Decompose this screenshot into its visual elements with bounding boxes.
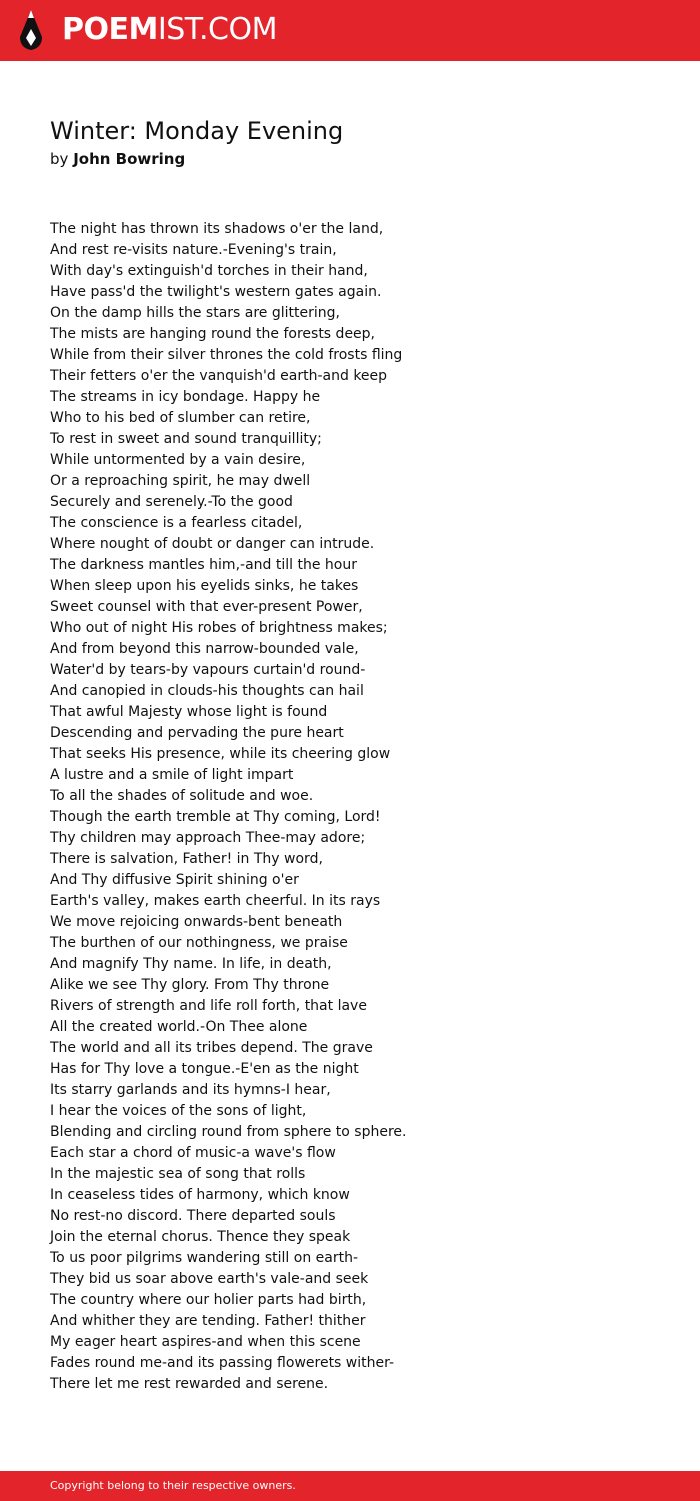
poem-line: I hear the voices of the sons of light, bbox=[50, 1103, 307, 1119]
brand-light: IST.COM bbox=[157, 12, 277, 47]
poem-line: No rest-no discord. There departed souls bbox=[50, 1208, 336, 1224]
poem-line: The world and all its tribes depend. The grave bbox=[50, 1040, 373, 1056]
poem-line: To rest in sweet and sound tranquillity; bbox=[50, 431, 322, 447]
poem-line: Who to his bed of slumber can retire, bbox=[50, 410, 311, 426]
poem-line: Blending and circling round from sphere to sphere. bbox=[50, 1124, 407, 1140]
poem-line: That seeks His presence, while its cheering glow bbox=[50, 746, 391, 762]
poem-line: Has for Thy love a tongue.-E'en as the night bbox=[50, 1061, 359, 1077]
poem-line: The country where our holier parts had birth, bbox=[50, 1292, 367, 1308]
by-label: by bbox=[50, 150, 69, 168]
poem-line: The burthen of our nothingness, we praise bbox=[50, 935, 348, 951]
poem-line: The mists are hanging round the forests deep, bbox=[50, 326, 376, 342]
poem-line: And Thy diffusive Spirit shining o'er bbox=[50, 872, 299, 888]
poem-line: There let me rest rewarded and serene. bbox=[50, 1376, 329, 1392]
poem-line: The conscience is a fearless citadel, bbox=[50, 515, 303, 531]
poem-line: Each star a chord of music-a wave's flow bbox=[50, 1145, 336, 1161]
poem-line: Their fetters o'er the vanquish'd earth-and keep bbox=[50, 368, 388, 384]
poem-line: Fades round me-and its passing flowerets wither- bbox=[50, 1355, 395, 1371]
site-logo-text[interactable] bbox=[62, 12, 277, 48]
poem-line: And magnify Thy name. In life, in death, bbox=[50, 956, 332, 972]
poem-line: Who out of night His robes of brightness makes; bbox=[50, 620, 388, 636]
poem-line: There is salvation, Father! in Thy word, bbox=[50, 851, 323, 867]
site-footer bbox=[0, 1471, 700, 1501]
poem-line: When sleep upon his eyelids sinks, he takes bbox=[50, 578, 359, 594]
poem-line: To all the shades of solitude and woe. bbox=[50, 788, 314, 804]
poem-line: With day's extinguish'd torches in their hand, bbox=[50, 263, 368, 279]
poem-line: Join the eternal chorus. Thence they speak bbox=[50, 1229, 351, 1245]
site-header bbox=[0, 0, 700, 61]
poem-line: Though the earth tremble at Thy coming, Lord! bbox=[50, 809, 381, 825]
poem-line: And canopied in clouds-his thoughts can hail bbox=[50, 683, 364, 699]
poem-byline bbox=[50, 148, 185, 170]
poem-line: Or a reproaching spirit, he may dwell bbox=[50, 473, 311, 489]
poem-title: Winter: Monday Evening bbox=[50, 117, 344, 145]
poem-line: To us poor pilgrims wandering still on earth- bbox=[50, 1250, 359, 1266]
poem-author: John Bowring bbox=[73, 150, 186, 168]
poem-line: Earth's valley, makes earth cheerful. In its rays bbox=[50, 893, 381, 909]
pen-nib-icon[interactable] bbox=[18, 9, 44, 51]
poem-line: And from beyond this narrow-bounded vale, bbox=[50, 641, 359, 657]
poem-line: While untormented by a vain desire, bbox=[50, 452, 306, 468]
poem-line: Sweet counsel with that ever-present Power, bbox=[50, 599, 363, 615]
poem-line: Securely and serenely.-To the good bbox=[50, 494, 293, 510]
poem-line: Water'd by tears-by vapours curtain'd round- bbox=[50, 662, 366, 678]
poem-line: On the damp hills the stars are glittering, bbox=[50, 305, 340, 321]
poem-line: We move rejoicing onwards-bent beneath bbox=[50, 914, 343, 930]
brand-bold: POEM bbox=[62, 12, 158, 47]
poem-line: Descending and pervading the pure heart bbox=[50, 725, 344, 741]
poem-line: Have pass'd the twilight's western gates again. bbox=[50, 284, 382, 300]
poem-line: Thy children may approach Thee-may adore; bbox=[50, 830, 366, 846]
poem-line: And whither they are tending. Father! thither bbox=[50, 1313, 366, 1329]
poem-line: They bid us soar above earth's vale-and seek bbox=[50, 1271, 369, 1287]
poem-line: In ceaseless tides of harmony, which know bbox=[50, 1187, 350, 1203]
poem-line: In the majestic sea of song that rolls bbox=[50, 1166, 306, 1182]
poem-line: That awful Majesty whose light is found bbox=[50, 704, 328, 720]
copyright-notice: Copyright belong to their respective owners. bbox=[50, 1479, 296, 1492]
poem-line: Rivers of strength and life roll forth, that lave bbox=[50, 998, 367, 1014]
poem-line: The darkness mantles him,-and till the hour bbox=[50, 557, 357, 573]
poem-line: The night has thrown its shadows o'er the land, bbox=[50, 221, 384, 237]
poem-line: While from their silver thrones the cold frosts fling bbox=[50, 347, 403, 363]
poem-line: A lustre and a smile of light impart bbox=[50, 767, 294, 783]
poem-line: Where nought of doubt or danger can intrude. bbox=[50, 536, 375, 552]
poem-body bbox=[50, 219, 670, 1395]
poem-line: The streams in icy bondage. Happy he bbox=[50, 389, 321, 405]
poem-line: And rest re-visits nature.-Evening's train, bbox=[50, 242, 337, 258]
poem-line: Its starry garlands and its hymns-I hear, bbox=[50, 1082, 331, 1098]
poem-line: All the created world.-On Thee alone bbox=[50, 1019, 308, 1035]
poem-line: My eager heart aspires-and when this scene bbox=[50, 1334, 361, 1350]
poem-line: Alike we see Thy glory. From Thy throne bbox=[50, 977, 330, 993]
